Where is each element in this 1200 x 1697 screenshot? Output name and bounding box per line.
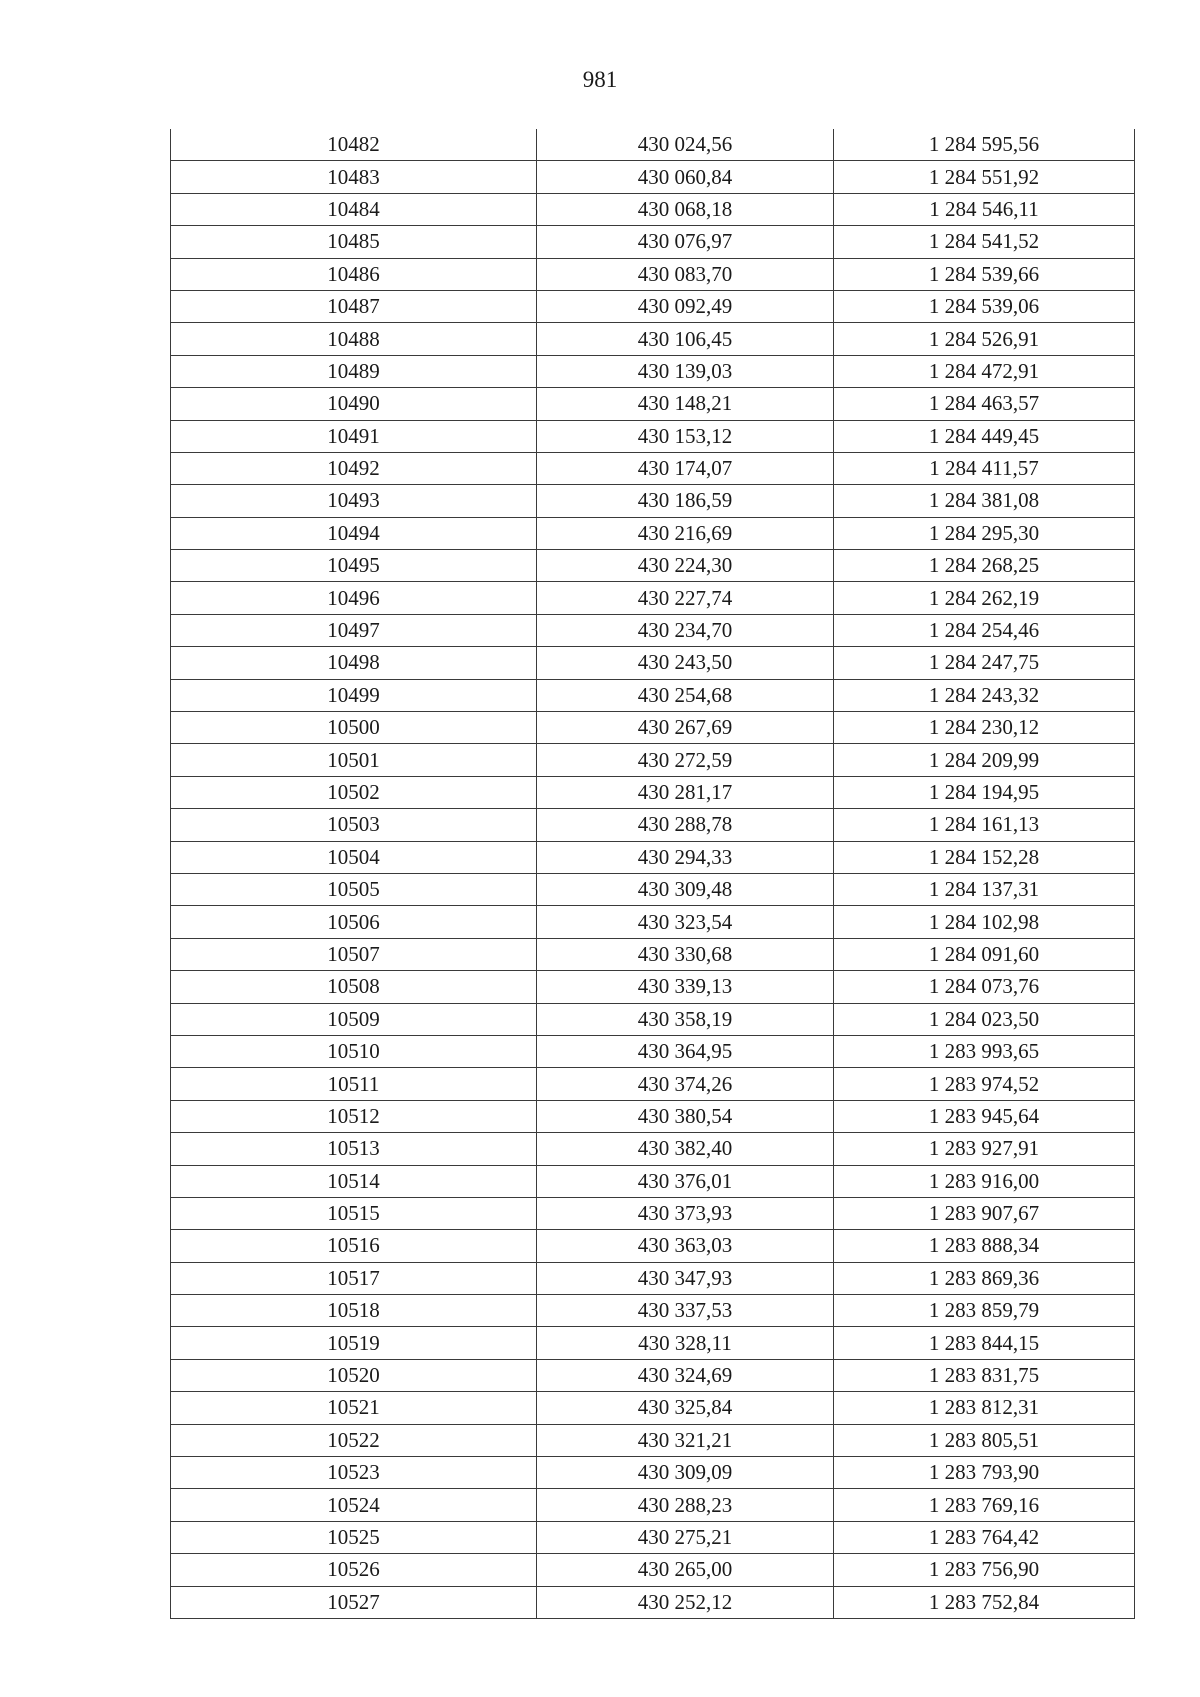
point-number-cell: 10515 [171,1197,537,1229]
x-coordinate-cell: 430 330,68 [537,938,834,970]
y-coordinate-cell: 1 283 927,91 [834,1133,1135,1165]
table-row [171,1327,1135,1359]
point-number-cell: 10505 [171,873,537,905]
x-coordinate-cell: 430 234,70 [537,614,834,646]
table-row [171,161,1135,193]
y-coordinate-cell: 1 283 945,64 [834,1100,1135,1132]
x-coordinate-cell: 430 076,97 [537,226,834,258]
x-coordinate-cell: 430 309,09 [537,1457,834,1489]
table-row [171,1521,1135,1553]
table-row [171,1100,1135,1132]
table-row [171,1424,1135,1456]
y-coordinate-cell: 1 283 805,51 [834,1424,1135,1456]
point-number-cell: 10485 [171,226,537,258]
y-coordinate-cell: 1 284 526,91 [834,323,1135,355]
point-number-cell: 10523 [171,1457,537,1489]
table-row [171,452,1135,484]
point-number-cell: 10518 [171,1295,537,1327]
y-coordinate-cell: 1 284 546,11 [834,193,1135,225]
x-coordinate-cell: 430 380,54 [537,1100,834,1132]
y-coordinate-cell: 1 283 769,16 [834,1489,1135,1521]
y-coordinate-cell: 1 284 449,45 [834,420,1135,452]
table-row [171,1003,1135,1035]
table-row [171,776,1135,808]
x-coordinate-cell: 430 186,59 [537,485,834,517]
x-coordinate-cell: 430 254,68 [537,679,834,711]
point-number-cell: 10524 [171,1489,537,1521]
y-coordinate-cell: 1 283 831,75 [834,1359,1135,1391]
table-row [171,550,1135,582]
point-number-cell: 10490 [171,388,537,420]
point-number-cell: 10488 [171,323,537,355]
point-number-cell: 10520 [171,1359,537,1391]
x-coordinate-cell: 430 092,49 [537,290,834,322]
table-row [171,1197,1135,1229]
table-row [171,744,1135,776]
y-coordinate-cell: 1 284 091,60 [834,938,1135,970]
x-coordinate-cell: 430 325,84 [537,1392,834,1424]
y-coordinate-cell: 1 284 243,32 [834,679,1135,711]
x-coordinate-cell: 430 243,50 [537,647,834,679]
x-coordinate-cell: 430 288,23 [537,1489,834,1521]
x-coordinate-cell: 430 272,59 [537,744,834,776]
x-coordinate-cell: 430 324,69 [537,1359,834,1391]
point-number-cell: 10503 [171,809,537,841]
y-coordinate-cell: 1 284 073,76 [834,971,1135,1003]
point-number-cell: 10527 [171,1586,537,1618]
y-coordinate-cell: 1 283 752,84 [834,1586,1135,1618]
x-coordinate-cell: 430 275,21 [537,1521,834,1553]
table-row [171,873,1135,905]
point-number-cell: 10498 [171,647,537,679]
point-number-cell: 10494 [171,517,537,549]
table-row [171,1068,1135,1100]
y-coordinate-cell: 1 284 137,31 [834,873,1135,905]
y-coordinate-cell: 1 283 974,52 [834,1068,1135,1100]
x-coordinate-cell: 430 024,56 [537,129,834,161]
x-coordinate-cell: 430 363,03 [537,1230,834,1262]
x-coordinate-cell: 430 216,69 [537,517,834,549]
table-row [171,485,1135,517]
table-row [171,1392,1135,1424]
x-coordinate-cell: 430 252,12 [537,1586,834,1618]
x-coordinate-cell: 430 106,45 [537,323,834,355]
point-number-cell: 10487 [171,290,537,322]
point-number-cell: 10489 [171,355,537,387]
y-coordinate-cell: 1 284 247,75 [834,647,1135,679]
x-coordinate-cell: 430 373,93 [537,1197,834,1229]
y-coordinate-cell: 1 284 254,46 [834,614,1135,646]
point-number-cell: 10491 [171,420,537,452]
point-number-cell: 10497 [171,614,537,646]
y-coordinate-cell: 1 284 230,12 [834,712,1135,744]
x-coordinate-cell: 430 294,33 [537,841,834,873]
table-row [171,1554,1135,1586]
x-coordinate-cell: 430 339,13 [537,971,834,1003]
y-coordinate-cell: 1 283 869,36 [834,1262,1135,1294]
point-number-cell: 10525 [171,1521,537,1553]
x-coordinate-cell: 430 267,69 [537,712,834,744]
y-coordinate-cell: 1 283 756,90 [834,1554,1135,1586]
point-number-cell: 10484 [171,193,537,225]
point-number-cell: 10514 [171,1165,537,1197]
point-number-cell: 10526 [171,1554,537,1586]
y-coordinate-cell: 1 283 916,00 [834,1165,1135,1197]
x-coordinate-cell: 430 364,95 [537,1035,834,1067]
point-number-cell: 10500 [171,712,537,744]
x-coordinate-cell: 430 153,12 [537,420,834,452]
table-row [171,355,1135,387]
y-coordinate-cell: 1 283 888,34 [834,1230,1135,1262]
table-row [171,323,1135,355]
table-row [171,712,1135,744]
point-number-cell: 10516 [171,1230,537,1262]
point-number-cell: 10493 [171,485,537,517]
x-coordinate-cell: 430 376,01 [537,1165,834,1197]
y-coordinate-cell: 1 284 539,06 [834,290,1135,322]
table-row [171,1586,1135,1618]
x-coordinate-cell: 430 281,17 [537,776,834,808]
point-number-cell: 10511 [171,1068,537,1100]
table-row [171,258,1135,290]
point-number-cell: 10507 [171,938,537,970]
table-row [171,1359,1135,1391]
y-coordinate-cell: 1 284 595,56 [834,129,1135,161]
point-number-cell: 10509 [171,1003,537,1035]
y-coordinate-cell: 1 284 262,19 [834,582,1135,614]
table-row [171,1133,1135,1165]
y-coordinate-cell: 1 284 463,57 [834,388,1135,420]
table-row [171,971,1135,1003]
table-row [171,647,1135,679]
table-row [171,1035,1135,1067]
x-coordinate-cell: 430 148,21 [537,388,834,420]
point-number-cell: 10501 [171,744,537,776]
table-row [171,1165,1135,1197]
y-coordinate-cell: 1 284 102,98 [834,906,1135,938]
x-coordinate-cell: 430 139,03 [537,355,834,387]
table-row [171,517,1135,549]
coordinates-table [170,129,1135,1619]
x-coordinate-cell: 430 060,84 [537,161,834,193]
point-number-cell: 10486 [171,258,537,290]
x-coordinate-cell: 430 321,21 [537,1424,834,1456]
table-row [171,1489,1135,1521]
table-row [171,1230,1135,1262]
point-number-cell: 10506 [171,906,537,938]
y-coordinate-cell: 1 284 295,30 [834,517,1135,549]
x-coordinate-cell: 430 328,11 [537,1327,834,1359]
y-coordinate-cell: 1 284 023,50 [834,1003,1135,1035]
y-coordinate-cell: 1 284 152,28 [834,841,1135,873]
x-coordinate-cell: 430 265,00 [537,1554,834,1586]
table-row [171,193,1135,225]
y-coordinate-cell: 1 284 411,57 [834,452,1135,484]
y-coordinate-cell: 1 284 539,66 [834,258,1135,290]
point-number-cell: 10510 [171,1035,537,1067]
table-row [171,906,1135,938]
table-row [171,809,1135,841]
y-coordinate-cell: 1 284 541,52 [834,226,1135,258]
point-number-cell: 10502 [171,776,537,808]
point-number-cell: 10508 [171,971,537,1003]
point-number-cell: 10504 [171,841,537,873]
table-row [171,1457,1135,1489]
y-coordinate-cell: 1 283 907,67 [834,1197,1135,1229]
table-row [171,841,1135,873]
point-number-cell: 10521 [171,1392,537,1424]
x-coordinate-cell: 430 068,18 [537,193,834,225]
y-coordinate-cell: 1 284 472,91 [834,355,1135,387]
x-coordinate-cell: 430 337,53 [537,1295,834,1327]
y-coordinate-cell: 1 284 381,08 [834,485,1135,517]
x-coordinate-cell: 430 374,26 [537,1068,834,1100]
table-body [171,129,1135,1618]
point-number-cell: 10522 [171,1424,537,1456]
table-row [171,1295,1135,1327]
point-number-cell: 10512 [171,1100,537,1132]
table-row [171,614,1135,646]
y-coordinate-cell: 1 284 268,25 [834,550,1135,582]
point-number-cell: 10499 [171,679,537,711]
y-coordinate-cell: 1 283 859,79 [834,1295,1135,1327]
point-number-cell: 10517 [171,1262,537,1294]
x-coordinate-cell: 430 382,40 [537,1133,834,1165]
point-number-cell: 10519 [171,1327,537,1359]
y-coordinate-cell: 1 283 793,90 [834,1457,1135,1489]
x-coordinate-cell: 430 227,74 [537,582,834,614]
point-number-cell: 10492 [171,452,537,484]
y-coordinate-cell: 1 284 161,13 [834,809,1135,841]
table-row [171,582,1135,614]
table-row [171,938,1135,970]
x-coordinate-cell: 430 174,07 [537,452,834,484]
table-row [171,226,1135,258]
table-row [171,290,1135,322]
y-coordinate-cell: 1 283 844,15 [834,1327,1135,1359]
y-coordinate-cell: 1 283 812,31 [834,1392,1135,1424]
x-coordinate-cell: 430 288,78 [537,809,834,841]
y-coordinate-cell: 1 283 993,65 [834,1035,1135,1067]
point-number-cell: 10495 [171,550,537,582]
table-row [171,420,1135,452]
x-coordinate-cell: 430 323,54 [537,906,834,938]
table-row [171,1262,1135,1294]
point-number-cell: 10513 [171,1133,537,1165]
page-number: 981 [582,67,618,92]
table-row [171,679,1135,711]
point-number-cell: 10496 [171,582,537,614]
point-number-cell: 10482 [171,129,537,161]
table-row [171,388,1135,420]
x-coordinate-cell: 430 083,70 [537,258,834,290]
point-number-cell: 10483 [171,161,537,193]
y-coordinate-cell: 1 284 551,92 [834,161,1135,193]
x-coordinate-cell: 430 347,93 [537,1262,834,1294]
x-coordinate-cell: 430 224,30 [537,550,834,582]
y-coordinate-cell: 1 283 764,42 [834,1521,1135,1553]
table-row [171,129,1135,161]
x-coordinate-cell: 430 358,19 [537,1003,834,1035]
y-coordinate-cell: 1 284 209,99 [834,744,1135,776]
y-coordinate-cell: 1 284 194,95 [834,776,1135,808]
x-coordinate-cell: 430 309,48 [537,873,834,905]
